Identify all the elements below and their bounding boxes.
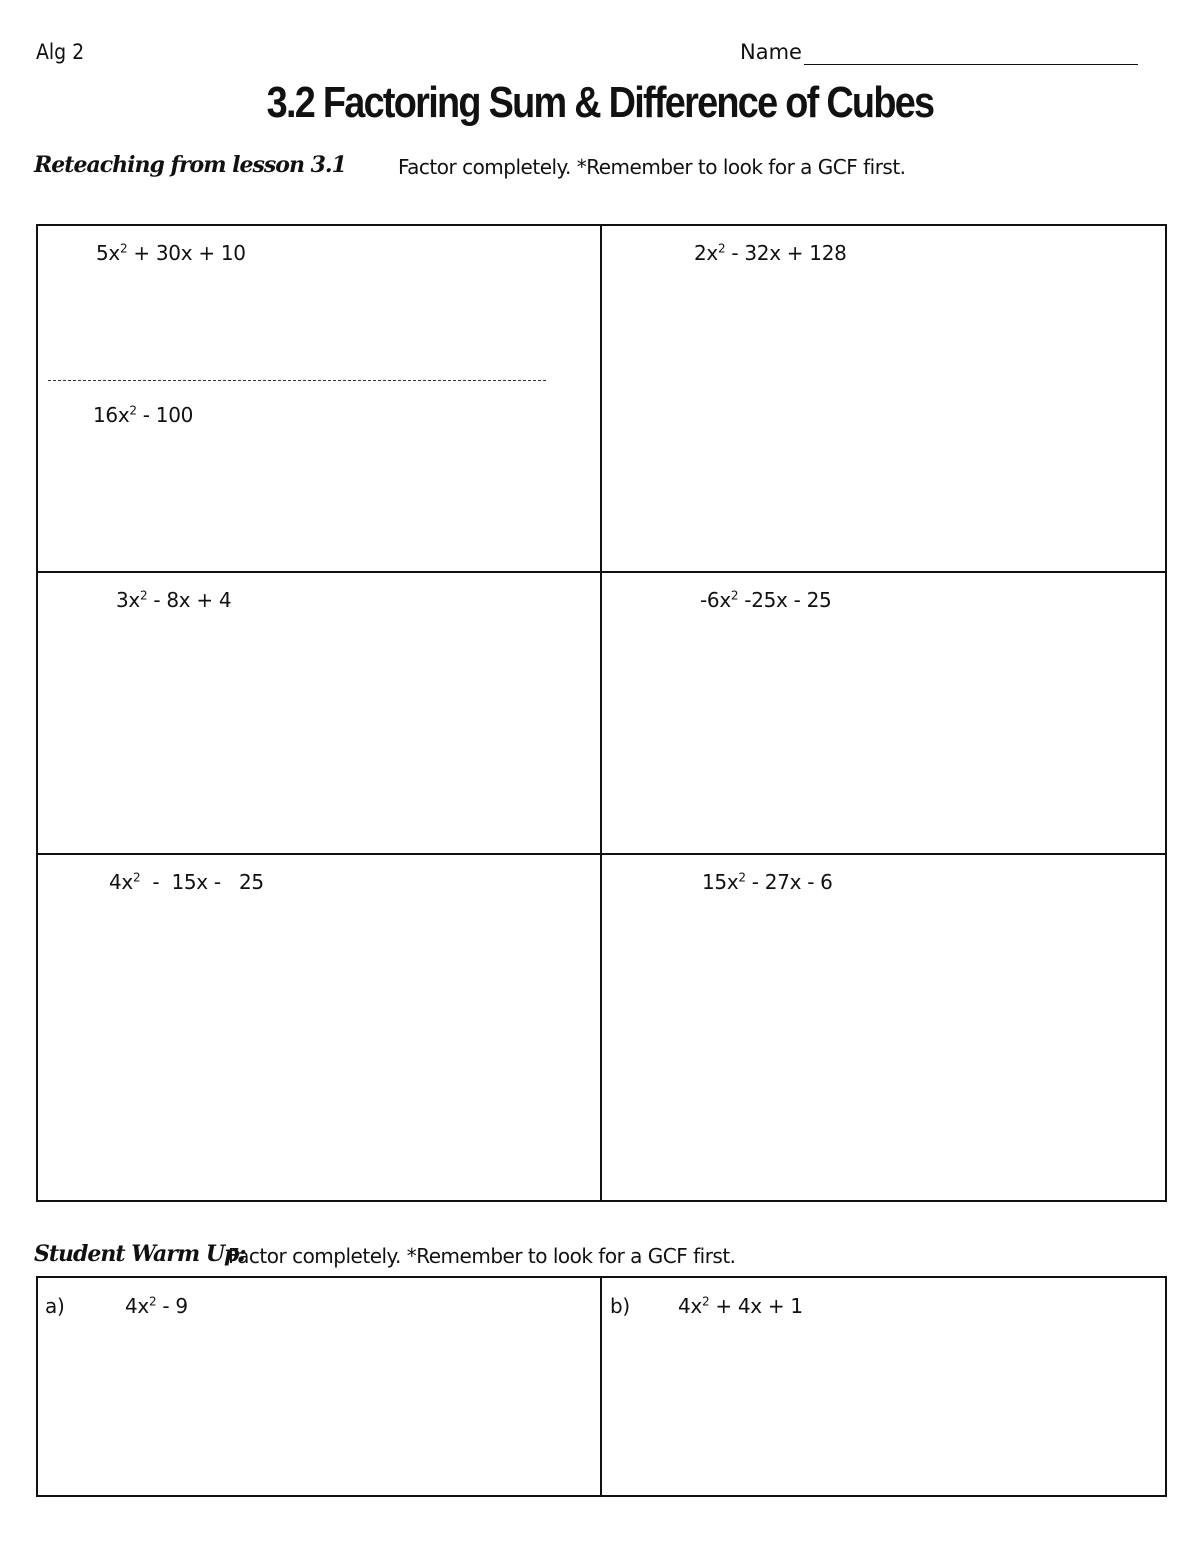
course-label: Alg 2 [36, 40, 85, 64]
name-label: Name [740, 40, 802, 64]
warm-up-label: Student Warm Up: [34, 1241, 246, 1267]
problem-6-post: - 15x - 25 [140, 870, 264, 894]
problem-2-post: - 100 [136, 403, 194, 427]
problem-1-post: + 30x + 10 [127, 241, 246, 265]
problem-1-pre: 5x [96, 241, 120, 265]
grid-divider-vertical [600, 224, 602, 1200]
problem-4-exponent: 2 [139, 588, 148, 603]
problem-3-pre: 2x [694, 241, 718, 265]
name-blank-line[interactable] [804, 64, 1138, 65]
problem-2-pre: 16x [93, 403, 130, 427]
problem-2-exponent: 2 [129, 403, 137, 418]
problem-3-post: - 32x + 128 [725, 241, 847, 265]
grid-divider-row-1 [36, 571, 1166, 573]
problem-3 [694, 241, 847, 265]
dashed-separator [48, 380, 546, 381]
warm-up-instructions: Factor completely. *Remember to look for a GCF first. [228, 1244, 736, 1268]
warm-up-a-exponent: 2 [148, 1294, 157, 1309]
problem-5-post: -25x - 25 [738, 588, 832, 612]
problem-1-exponent: 2 [119, 241, 128, 256]
problem-7 [702, 870, 833, 894]
warm-up-b [678, 1294, 803, 1318]
warm-up-divider [600, 1276, 602, 1495]
worksheet-title: 3.2 Factoring Sum & Difference of Cubes [266, 78, 934, 127]
problem-6-exponent: 2 [132, 870, 141, 885]
warm-up-a [125, 1294, 188, 1318]
warm-up-b-letter: b) [610, 1294, 630, 1318]
warm-up-a-post: - 9 [156, 1294, 188, 1318]
warm-up-b-post: + 4x + 1 [709, 1294, 803, 1318]
problem-4-post: - 8x + 4 [147, 588, 232, 612]
warm-up-b-pre: 4x [678, 1294, 702, 1318]
problem-6 [109, 870, 264, 894]
problem-4 [116, 588, 231, 612]
problem-5-exponent: 2 [730, 588, 739, 603]
grid-divider-row-2 [36, 853, 1166, 855]
problem-4-pre: 3x [116, 588, 140, 612]
problem-2 [93, 403, 193, 427]
reteach-instructions: Factor completely. *Remember to look for a GCF first. [398, 155, 906, 179]
problem-7-post: - 27x - 6 [745, 870, 833, 894]
warm-up-a-letter: a) [45, 1294, 65, 1318]
warm-up-b-exponent: 2 [701, 1294, 710, 1309]
reteach-label: Reteaching from lesson 3.1 [34, 152, 346, 178]
problem-7-exponent: 2 [738, 870, 746, 885]
problem-3-exponent: 2 [717, 241, 726, 256]
problem-6-pre: 4x [109, 870, 133, 894]
warm-up-a-pre: 4x [125, 1294, 149, 1318]
problem-7-pre: 15x [702, 870, 739, 894]
problem-5-pre: -6x [700, 588, 731, 612]
problem-1 [96, 241, 246, 265]
problem-5 [700, 588, 831, 612]
